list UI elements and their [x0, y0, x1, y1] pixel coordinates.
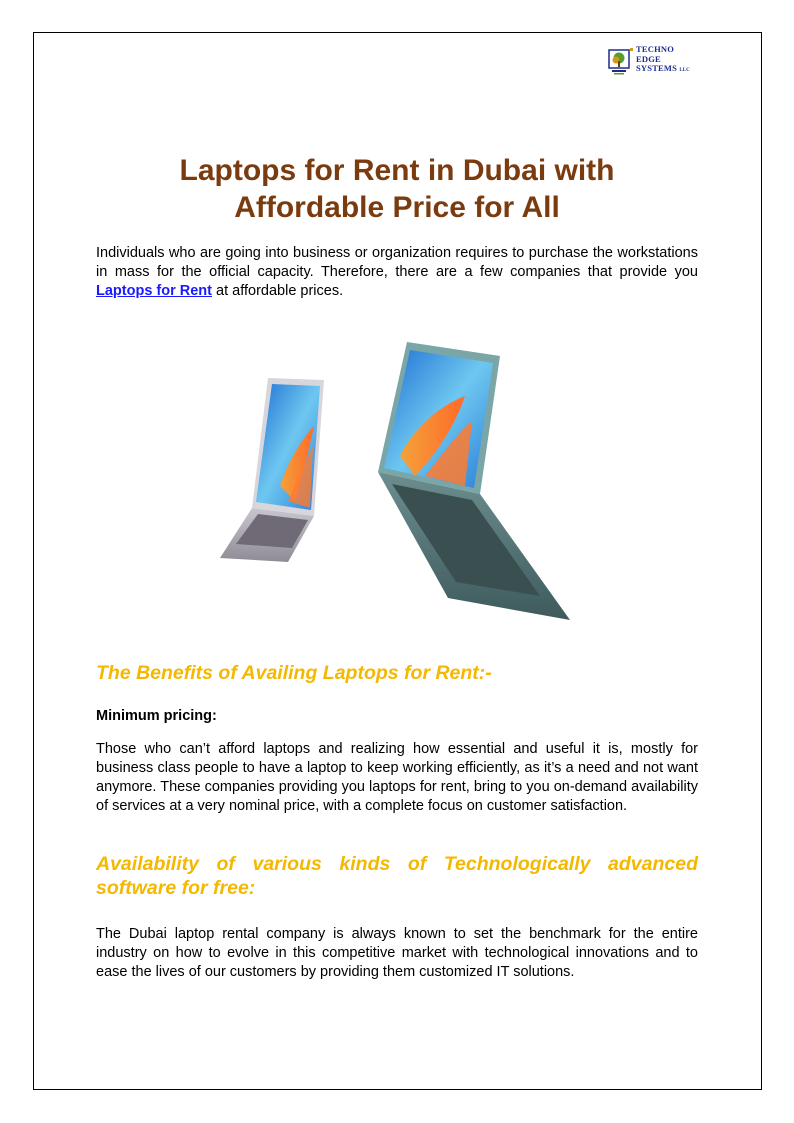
- benefits-heading: The Benefits of Availing Laptops for Rent:-: [96, 662, 492, 684]
- company-logo: [608, 45, 708, 85]
- intro-paragraph: Individuals who are going into business or organization requires to purchase the workstations in mass for the official capacity. Therefore, there are a few companies that provide you Laptops for Rent at affordable prices.: [96, 245, 698, 299]
- title-line-2: Affordable Price for All: [234, 191, 560, 224]
- logo-line-edge: EDGE: [636, 53, 661, 64]
- title-line-1: Laptops for Rent in Dubai with: [179, 154, 615, 187]
- software-heading-line-1: Availability of various kinds of Technologically advanced: [96, 853, 698, 875]
- logo-emblem-icon: [608, 47, 634, 77]
- logo-wordmark: [636, 45, 690, 76]
- page-title: [96, 152, 698, 226]
- logo-line-techno: TECHNO: [636, 44, 675, 54]
- software-heading: [96, 852, 698, 900]
- laptop-right: [378, 342, 570, 620]
- minimum-pricing-paragraph: Those who can’t afford laptops and realizing how essential and useful it is, mostly for business class people to have a laptop to keep working efficiently, as it’s a need and not want anymore. These companies providing you laptops for rent, bring to you on-demand availability of services at a very nominal price, with a complete focus on customer satisfaction.: [96, 741, 698, 814]
- laptop-left: [220, 378, 324, 562]
- laptops-image: [210, 336, 580, 626]
- software-heading-line-2: software for free:: [96, 877, 256, 899]
- software-paragraph: The Dubai laptop rental company is always known to set the benchmark for the entire industry on how to evolve in this competitive market with technological innovations and to ease the lives of our customers by providing them customized IT solutions.: [96, 926, 698, 980]
- logo-line-systems: SYSTEMS LLC: [636, 63, 690, 73]
- laptops-for-rent-link[interactable]: Laptops for Rent: [96, 283, 212, 299]
- minimum-pricing-heading: Minimum pricing:: [96, 708, 217, 724]
